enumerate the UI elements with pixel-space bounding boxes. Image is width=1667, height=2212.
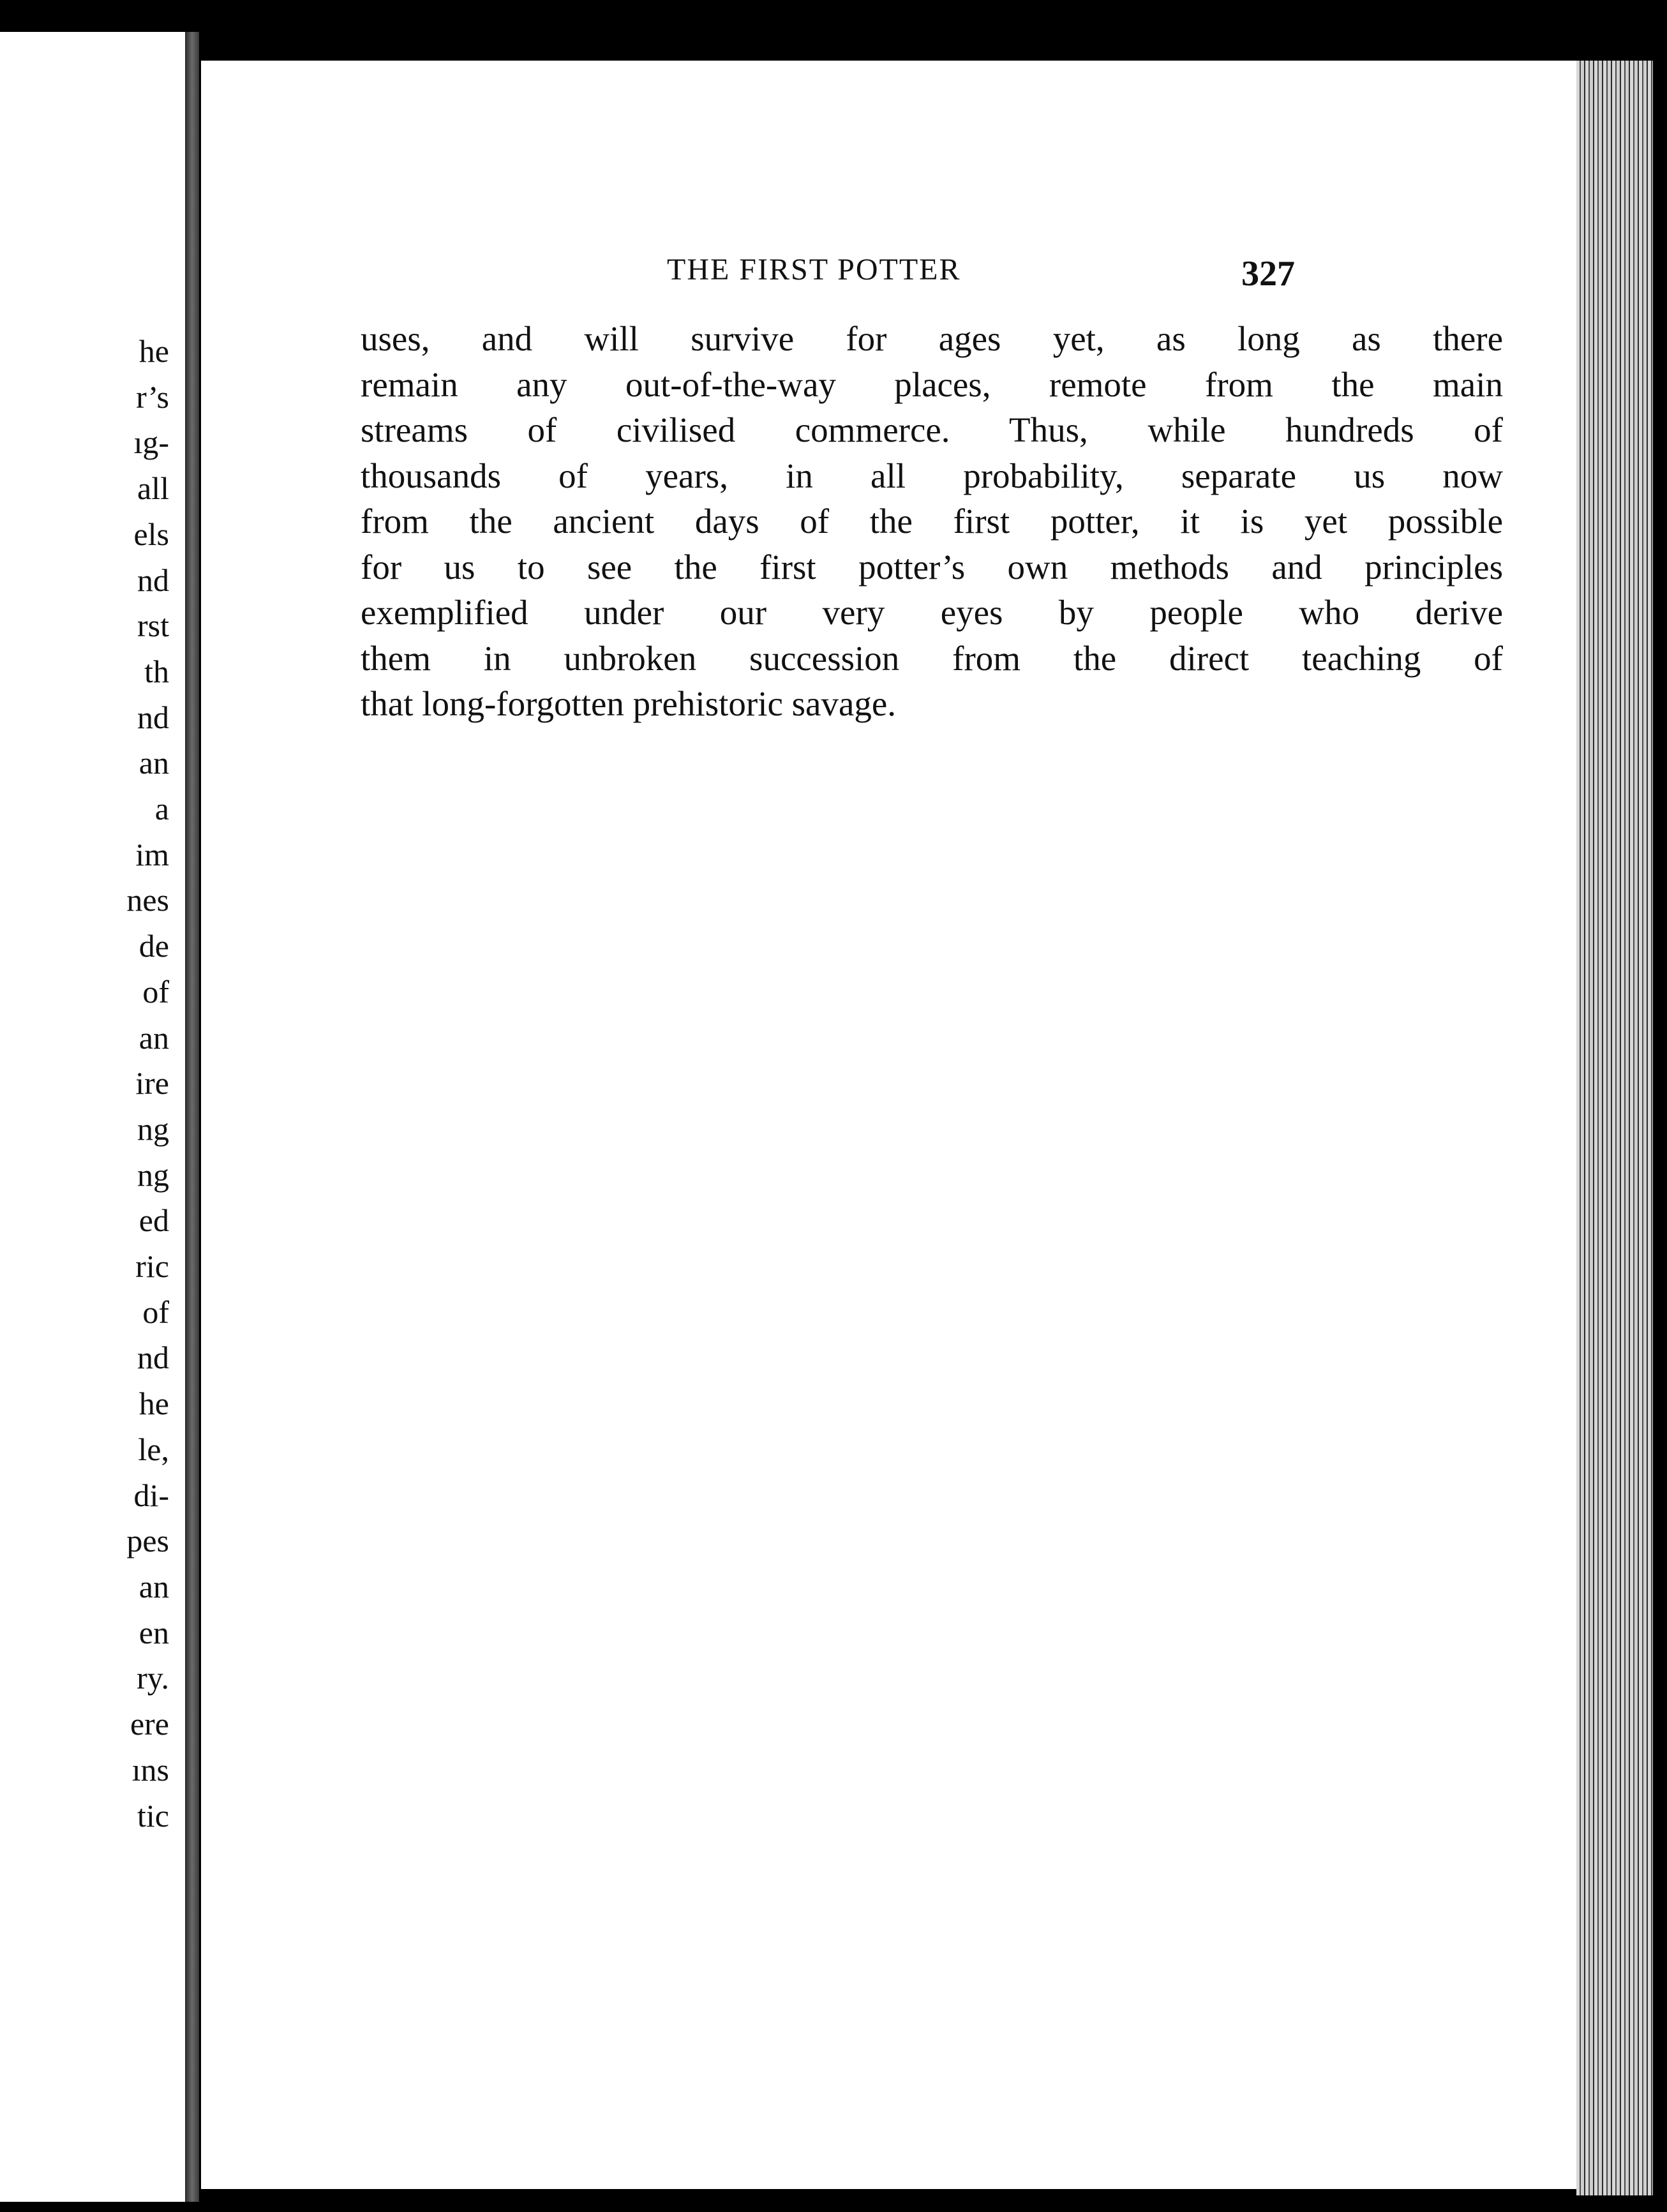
previous-page-line-ends [126,329,169,1839]
previous-page-line: tic [137,1797,169,1834]
previous-page-line: he [138,1386,169,1422]
previous-page-line: an [138,745,169,781]
text-line: remain any out-of-the-way places, remote from the main [361,364,1503,404]
body-paragraph [361,316,1503,727]
page-number: 327 [1241,254,1295,294]
previous-page-line: nd [137,1340,169,1376]
previous-page-line: ng [137,1156,169,1193]
book-page [201,61,1576,2189]
text-line: that long-forgotten prehistoric savage. [361,684,897,723]
text-line: uses, and will survive for ages yet, as long as there [361,319,1503,358]
previous-page-line: ıg- [133,424,169,461]
previous-page-line: de [138,928,169,964]
previous-page-line: he [138,333,169,369]
previous-page-line: ric [135,1248,169,1285]
previous-page-line: en [138,1614,169,1650]
previous-page-line: nd [137,562,169,598]
page-edge-stack [1576,61,1653,2195]
previous-page-line: ere [130,1706,169,1742]
text-line: from the ancient days of the first potter, it is yet possible [361,502,1503,541]
previous-page-line: r’s [136,378,169,415]
text-line: thousands of years, in all probability, separate us now [361,456,1503,495]
previous-page-fragment [0,32,198,2202]
previous-page-line: nd [137,699,169,735]
previous-page-line: im [135,836,169,872]
previous-page-line: ıns [131,1751,169,1788]
previous-page-line: an [138,1568,169,1604]
previous-page-line: di- [133,1477,169,1513]
text-line: for us to see the first potter’s own methods and principles [361,547,1503,587]
previous-page-line: all [137,470,169,507]
running-head [201,252,1576,303]
book-gutter [185,32,199,2202]
text-line: streams of civilised commerce. Thus, while hundreds of [361,410,1503,449]
text-line: exemplified under our very eyes by people who derive [361,593,1503,632]
previous-page-line: ng [137,1110,169,1147]
previous-page-line: a [154,791,169,827]
previous-page-line: of [142,1294,169,1330]
previous-page-line: th [144,653,169,689]
previous-page-line: rst [137,608,169,644]
previous-page-line: els [133,516,169,552]
previous-page-line: ire [135,1065,169,1102]
previous-page-line: nes [126,882,169,918]
previous-page-line: pes [126,1523,169,1559]
previous-page-line: ed [138,1202,169,1239]
text-line: them in unbroken succession from the direct teaching of [361,638,1503,678]
running-title: THE FIRST POTTER [667,253,961,287]
previous-page-line: of [142,973,169,1010]
previous-page-line: le, [138,1431,169,1467]
previous-page-line: ry. [137,1660,169,1696]
previous-page-line: an [138,1019,169,1056]
